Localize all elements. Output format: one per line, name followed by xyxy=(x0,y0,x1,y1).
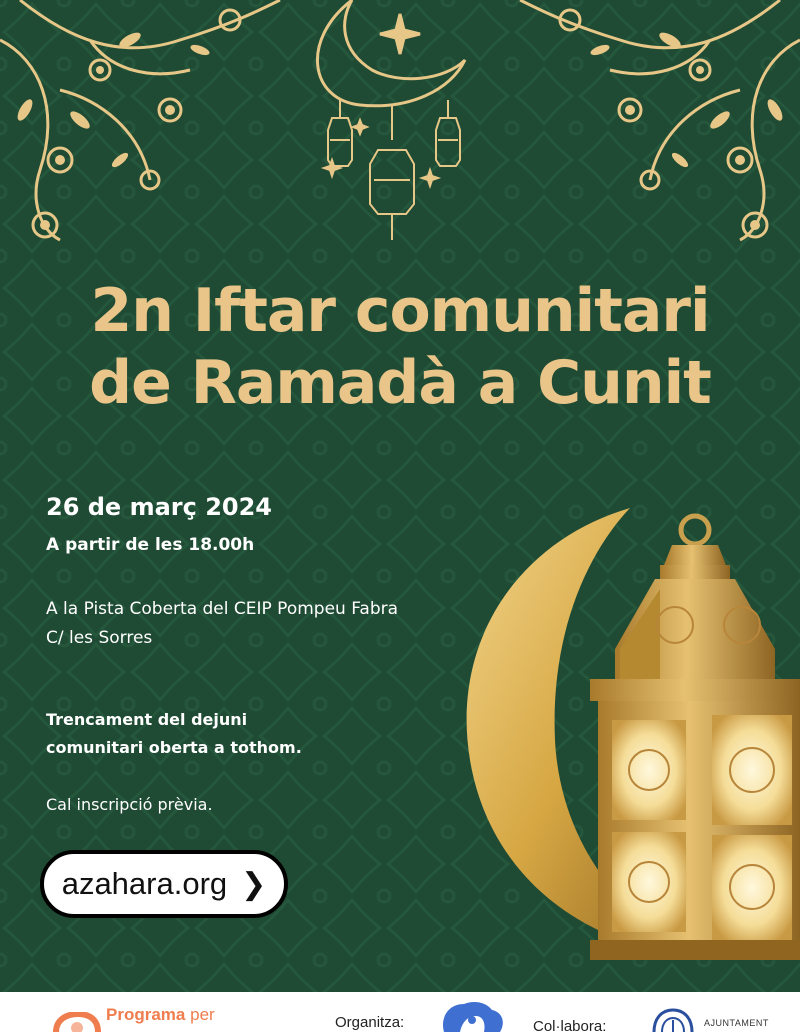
program-logo-icon xyxy=(52,1012,102,1032)
floral-petals-right xyxy=(589,30,785,230)
organizer-logo-icon xyxy=(434,998,508,1032)
town-hall-emblem-icon xyxy=(650,1006,696,1032)
large-lantern xyxy=(590,516,800,960)
event-title xyxy=(0,275,800,419)
footer-sponsors xyxy=(0,992,800,1032)
event-title-line1: 2n Iftar comunitari xyxy=(90,276,710,346)
organizer-label: Organitza: xyxy=(335,1014,405,1031)
event-title-line2: de Ramadà a Cunit xyxy=(89,348,711,418)
event-description-line1: Trencament del dejuni xyxy=(46,710,248,729)
collaborator-label: Col·labora: xyxy=(533,1018,607,1032)
chevron-right-icon: ❯ xyxy=(241,866,267,902)
event-time: A partir de les 18.00h xyxy=(46,535,255,555)
event-location xyxy=(46,595,398,653)
event-date: 26 de març 2024 xyxy=(46,493,272,521)
program-logo-rest: per xyxy=(190,1005,215,1024)
event-location-line2: C/ les Sorres xyxy=(46,628,153,648)
website-link-label: azahara.org xyxy=(61,866,228,901)
hanging-crescent-icon xyxy=(317,0,465,106)
program-logo-text xyxy=(106,1005,215,1025)
program-logo-bold: Programa xyxy=(106,1005,186,1024)
town-hall-text: AJUNTAMENT xyxy=(704,1018,769,1028)
registration-note: Cal inscripció prèvia. xyxy=(46,795,213,814)
event-description xyxy=(46,706,302,762)
event-description-line2: comunitari oberta a tothom. xyxy=(46,738,302,757)
event-location-line1: A la Pista Coberta del CEIP Pompeu Fabra xyxy=(46,599,399,619)
floral-petals-left xyxy=(15,30,211,230)
website-link-button[interactable] xyxy=(40,850,288,918)
hanging-lanterns-icon xyxy=(324,100,460,240)
